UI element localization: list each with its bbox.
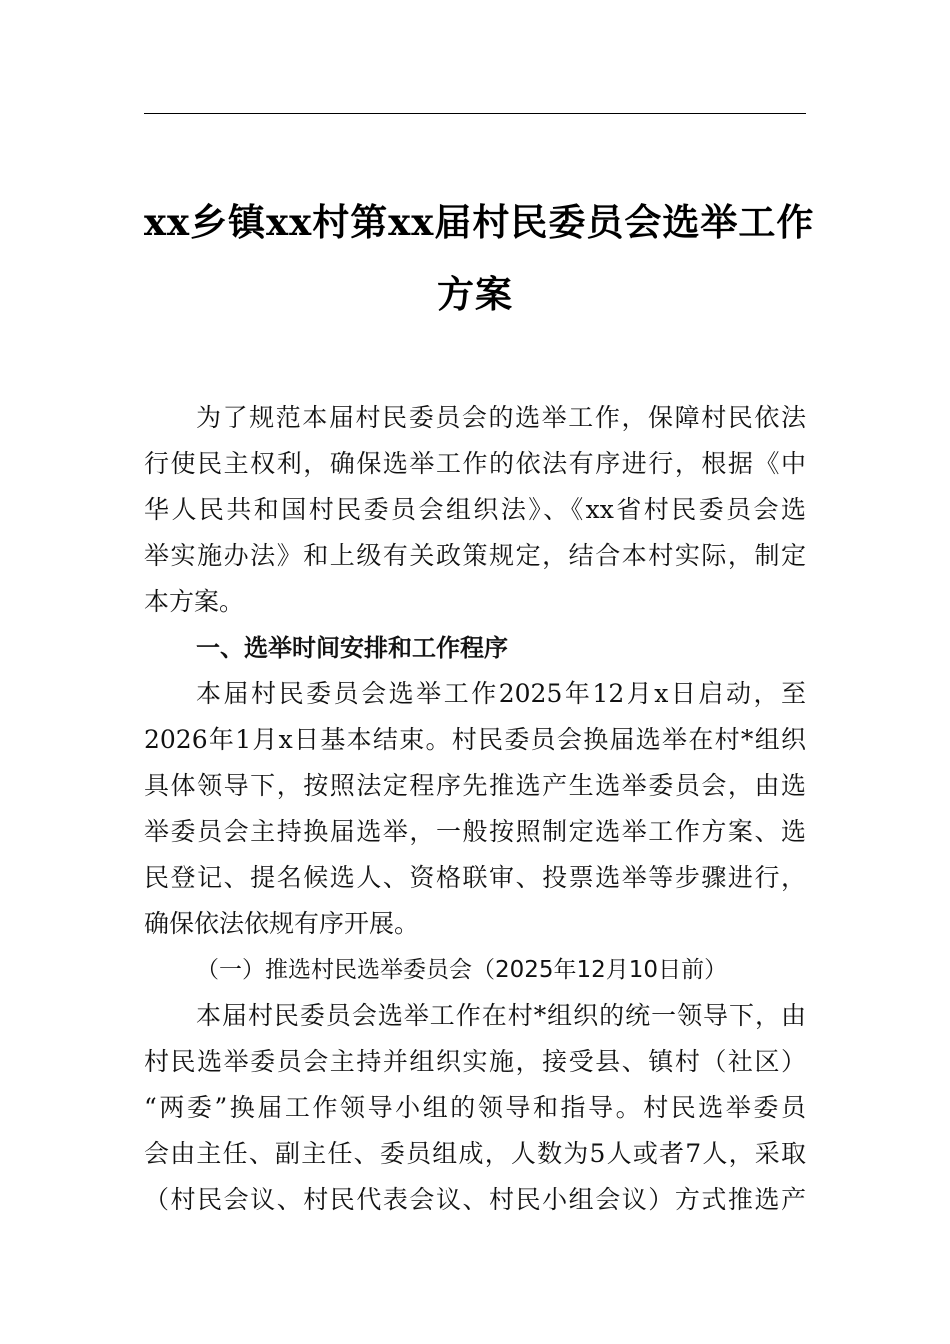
section-heading: 一、选举时间安排和工作程序 bbox=[196, 634, 508, 662]
paragraph-line: 会由主任、副主任、委员组成，人数为5人或者7人，采取 bbox=[144, 1139, 806, 1168]
paragraph-line: 行使民主权利，确保选举工作的依法有序进行，根据《中 bbox=[144, 449, 806, 478]
paragraph-line: 本方案。 bbox=[144, 587, 245, 616]
header-rule bbox=[144, 113, 806, 114]
paragraph-line: 具体领导下，按照法定程序先推选产生选举委员会，由选 bbox=[144, 771, 806, 800]
paragraph-line: 为了规范本届村民委员会的选举工作，保障村民依法 bbox=[196, 403, 806, 432]
paragraph-line: 本届村民委员会选举工作2025年12月x日启动，至 bbox=[196, 679, 806, 708]
intro-paragraph bbox=[144, 395, 806, 625]
section-paragraph bbox=[144, 671, 806, 947]
paragraph-line: 本届村民委员会选举工作在村*组织的统一领导下，由 bbox=[196, 1001, 806, 1030]
paragraph-line: （村民会议、村民代表会议、村民小组会议）方式推选产 bbox=[144, 1185, 806, 1214]
paragraph-line: 民登记、提名候选人、资格联审、投票选举等步骤进行， bbox=[144, 863, 806, 892]
title-line-2: 方案 bbox=[437, 272, 513, 316]
paragraph-line: 村民选举委员会主持并组织实施，接受县、镇村（社区） bbox=[144, 1047, 806, 1076]
paragraph-line: 华人民共和国村民委员会组织法》、《xx省村民委员会选 bbox=[144, 495, 806, 524]
title-line-1: xx乡镇xx村第xx届村民委员会选举工作 bbox=[144, 200, 815, 244]
subsection-heading: （一）推选村民选举委员会（2025年12月10日前） bbox=[196, 957, 728, 983]
document-body bbox=[144, 395, 806, 1223]
paragraph-line: 举委员会主持换届选举，一般按照制定选举工作方案、选 bbox=[144, 817, 806, 846]
subsection-paragraph bbox=[144, 993, 806, 1223]
paragraph-line: 举实施办法》和上级有关政策规定，结合本村实际，制定 bbox=[144, 541, 806, 570]
paragraph-line: 确保依法依规有序开展。 bbox=[144, 909, 420, 938]
document-title bbox=[144, 186, 815, 330]
paragraph-line: “两委”换届工作领导小组的领导和指导。村民选举委员 bbox=[144, 1093, 806, 1122]
paragraph-line: 2026年1月x日基本结束。村民委员会换届选举在村*组织 bbox=[144, 725, 806, 754]
